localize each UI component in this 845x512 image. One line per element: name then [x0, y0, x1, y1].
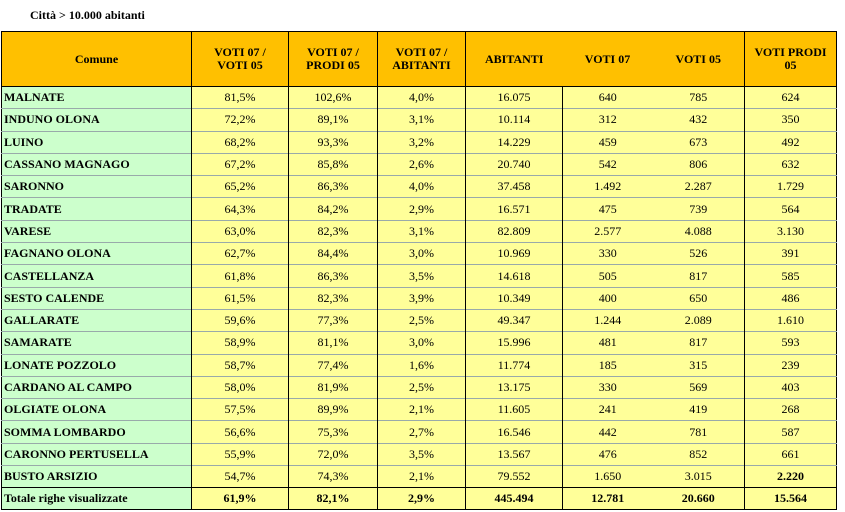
results-table [1, 31, 837, 510]
cell-comune: SARONNO [2, 176, 192, 198]
cell-voti05: 432 [653, 109, 745, 131]
header-voti05: VOTI 05 [653, 32, 745, 87]
table-row [2, 332, 837, 354]
cell-voti07: 542 [563, 153, 653, 175]
cell-voti07-abitanti: 4,0% [378, 176, 466, 198]
cell-comune: SOMMA LOMBARDO [2, 421, 192, 443]
cell-voti07-voti05: 68,2% [192, 131, 289, 153]
cell-comune: CARDANO AL CAMPO [2, 376, 192, 398]
cell-voti07: 505 [563, 265, 653, 287]
cell-comune: VARESE [2, 220, 192, 242]
cell-voti07-abitanti: 3,1% [378, 109, 466, 131]
cell-voti07: 1.650 [563, 466, 653, 488]
table-row [2, 131, 837, 153]
cell-voti07-abitanti: 3,9% [378, 287, 466, 309]
total-voti-prodi05: 15.564 [745, 488, 837, 510]
cell-comune: FAGNANO OLONA [2, 243, 192, 265]
table-row [2, 354, 837, 376]
cell-voti07-prodi05: 86,3% [289, 265, 378, 287]
cell-voti07-prodi05: 86,3% [289, 176, 378, 198]
cell-voti07-voti05: 72,2% [192, 109, 289, 131]
table-row [2, 309, 837, 331]
cell-voti05: 650 [653, 287, 745, 309]
cell-voti07-abitanti: 3,2% [378, 131, 466, 153]
cell-voti07-prodi05: 102,6% [289, 87, 378, 109]
cell-voti-prodi05: 1.729 [745, 176, 837, 198]
cell-voti-prodi05: 661 [745, 443, 837, 465]
cell-comune: LUINO [2, 131, 192, 153]
cell-voti05: 3.015 [653, 466, 745, 488]
cell-voti05: 785 [653, 87, 745, 109]
cell-voti07: 1.492 [563, 176, 653, 198]
header-line: VOTI 05 [217, 58, 263, 72]
cell-comune: CASSANO MAGNAGO [2, 153, 192, 175]
header-line: PRODI 05 [306, 58, 360, 72]
cell-voti-prodi05: 632 [745, 153, 837, 175]
cell-voti07-prodi05: 82,3% [289, 220, 378, 242]
cell-voti05: 806 [653, 153, 745, 175]
cell-voti07-prodi05: 74,3% [289, 466, 378, 488]
cell-voti07-abitanti: 3,5% [378, 443, 466, 465]
header-voti07-voti05 [192, 32, 289, 87]
cell-abitanti: 14.229 [466, 131, 563, 153]
cell-abitanti: 16.571 [466, 198, 563, 220]
cell-voti07-prodi05: 84,4% [289, 243, 378, 265]
table-row [2, 109, 837, 131]
total-voti07-abitanti: 2,9% [378, 488, 466, 510]
cell-voti05: 852 [653, 443, 745, 465]
cell-voti07: 312 [563, 109, 653, 131]
cell-voti-prodi05: 1.610 [745, 309, 837, 331]
header-line: VOTI 07 / [395, 45, 448, 59]
cell-voti07-abitanti: 2,9% [378, 198, 466, 220]
total-voti05: 20.660 [653, 488, 745, 510]
cell-voti07-prodi05: 82,3% [289, 287, 378, 309]
cell-abitanti: 11.605 [466, 399, 563, 421]
cell-comune: CASTELLANZA [2, 265, 192, 287]
cell-voti05: 739 [653, 198, 745, 220]
cell-voti07-voti05: 64,3% [192, 198, 289, 220]
table-row [2, 243, 837, 265]
cell-abitanti: 10.114 [466, 109, 563, 131]
cell-voti07-abitanti: 2,5% [378, 376, 466, 398]
cell-voti07: 1.244 [563, 309, 653, 331]
cell-voti07-voti05: 61,8% [192, 265, 289, 287]
header-voti07-abitanti [378, 32, 466, 87]
header-row [2, 32, 837, 87]
table-row [2, 466, 837, 488]
cell-voti07: 475 [563, 198, 653, 220]
cell-voti07-voti05: 63,0% [192, 220, 289, 242]
cell-voti07-voti05: 67,2% [192, 153, 289, 175]
cell-voti-prodi05: 2.220 [745, 466, 837, 488]
cell-comune: BUSTO ARSIZIO [2, 466, 192, 488]
cell-voti07-prodi05: 72,0% [289, 443, 378, 465]
cell-voti07-voti05: 58,9% [192, 332, 289, 354]
cell-comune: LONATE POZZOLO [2, 354, 192, 376]
header-line: VOTI 07 / [307, 45, 359, 59]
cell-voti07: 330 [563, 376, 653, 398]
cell-voti-prodi05: 268 [745, 399, 837, 421]
cell-voti07-voti05: 61,5% [192, 287, 289, 309]
cell-voti05: 315 [653, 354, 745, 376]
cell-voti07-prodi05: 81,9% [289, 376, 378, 398]
cell-comune: OLGIATE OLONA [2, 399, 192, 421]
cell-abitanti: 20.740 [466, 153, 563, 175]
cell-abitanti: 16.546 [466, 421, 563, 443]
cell-comune: CARONNO PERTUSELLA [2, 443, 192, 465]
cell-voti07: 442 [563, 421, 653, 443]
header-voti-prodi05 [745, 32, 837, 87]
table-row [2, 176, 837, 198]
cell-voti-prodi05: 350 [745, 109, 837, 131]
cell-voti07: 476 [563, 443, 653, 465]
cell-voti05: 4.088 [653, 220, 745, 242]
cell-voti07: 2.577 [563, 220, 653, 242]
table-row [2, 287, 837, 309]
cell-voti05: 569 [653, 376, 745, 398]
cell-voti07-voti05: 58,0% [192, 376, 289, 398]
cell-comune: INDUNO OLONA [2, 109, 192, 131]
cell-voti07-prodi05: 85,8% [289, 153, 378, 175]
cell-abitanti: 11.774 [466, 354, 563, 376]
table-row [2, 198, 837, 220]
cell-voti-prodi05: 587 [745, 421, 837, 443]
cell-voti05: 2.089 [653, 309, 745, 331]
cell-abitanti: 10.349 [466, 287, 563, 309]
cell-voti07-abitanti: 3,1% [378, 220, 466, 242]
cell-voti07-voti05: 59,6% [192, 309, 289, 331]
cell-voti05: 419 [653, 399, 745, 421]
table-row [2, 421, 837, 443]
cell-abitanti: 37.458 [466, 176, 563, 198]
cell-voti07-voti05: 54,7% [192, 466, 289, 488]
cell-abitanti: 10.969 [466, 243, 563, 265]
cell-voti07-voti05: 56,6% [192, 421, 289, 443]
header-line: VOTI 07 / [214, 45, 266, 59]
cell-voti-prodi05: 486 [745, 287, 837, 309]
header-comune: Comune [2, 32, 192, 87]
table-row [2, 443, 837, 465]
cell-voti07-prodi05: 75,3% [289, 421, 378, 443]
cell-voti07-abitanti: 2,7% [378, 421, 466, 443]
cell-comune: SAMARATE [2, 332, 192, 354]
table-caption: Città > 10.000 abitanti [30, 8, 145, 22]
cell-voti07-voti05: 62,7% [192, 243, 289, 265]
cell-abitanti: 13.175 [466, 376, 563, 398]
cell-abitanti: 49.347 [466, 309, 563, 331]
cell-voti07-abitanti: 2,1% [378, 466, 466, 488]
cell-abitanti: 82.809 [466, 220, 563, 242]
cell-voti07-abitanti: 2,6% [378, 153, 466, 175]
cell-voti07-voti05: 65,2% [192, 176, 289, 198]
cell-comune: GALLARATE [2, 309, 192, 331]
cell-voti07: 400 [563, 287, 653, 309]
cell-voti-prodi05: 585 [745, 265, 837, 287]
cell-voti05: 2.287 [653, 176, 745, 198]
cell-voti05: 817 [653, 332, 745, 354]
cell-voti07-prodi05: 77,4% [289, 354, 378, 376]
cell-voti07-voti05: 58,7% [192, 354, 289, 376]
cell-voti05: 817 [653, 265, 745, 287]
total-label: Totale righe visualizzate [2, 488, 192, 510]
cell-voti07-prodi05: 77,3% [289, 309, 378, 331]
cell-voti05: 526 [653, 243, 745, 265]
cell-voti07: 459 [563, 131, 653, 153]
cell-voti-prodi05: 624 [745, 87, 837, 109]
cell-comune: SESTO CALENDE [2, 287, 192, 309]
total-abitanti: 445.494 [466, 488, 563, 510]
cell-voti07-abitanti: 3,5% [378, 265, 466, 287]
cell-abitanti: 79.552 [466, 466, 563, 488]
header-line: VOTI PRODI [754, 45, 827, 59]
cell-voti07-prodi05: 84,2% [289, 198, 378, 220]
cell-voti05: 781 [653, 421, 745, 443]
cell-voti07-prodi05: 89,1% [289, 109, 378, 131]
cell-voti07-voti05: 55,9% [192, 443, 289, 465]
cell-voti-prodi05: 403 [745, 376, 837, 398]
cell-voti07-prodi05: 81,1% [289, 332, 378, 354]
total-voti07-voti05: 61,9% [192, 488, 289, 510]
header-abitanti: ABITANTI [466, 32, 563, 87]
cell-voti07: 241 [563, 399, 653, 421]
cell-voti-prodi05: 391 [745, 243, 837, 265]
cell-voti07-abitanti: 3,0% [378, 243, 466, 265]
cell-voti07-abitanti: 3,0% [378, 332, 466, 354]
cell-voti-prodi05: 593 [745, 332, 837, 354]
cell-voti-prodi05: 3.130 [745, 220, 837, 242]
table-row [2, 87, 837, 109]
header-voti07: VOTI 07 [563, 32, 653, 87]
cell-abitanti: 16.075 [466, 87, 563, 109]
cell-comune: MALNATE [2, 87, 192, 109]
cell-voti07: 330 [563, 243, 653, 265]
table-row [2, 153, 837, 175]
cell-comune: TRADATE [2, 198, 192, 220]
cell-voti07-abitanti: 1,6% [378, 354, 466, 376]
cell-voti-prodi05: 564 [745, 198, 837, 220]
cell-voti-prodi05: 239 [745, 354, 837, 376]
cell-voti07-voti05: 57,5% [192, 399, 289, 421]
cell-voti07-prodi05: 93,3% [289, 131, 378, 153]
cell-voti07-abitanti: 2,1% [378, 399, 466, 421]
cell-abitanti: 13.567 [466, 443, 563, 465]
cell-abitanti: 14.618 [466, 265, 563, 287]
cell-voti-prodi05: 492 [745, 131, 837, 153]
total-row [2, 488, 837, 510]
cell-voti07-abitanti: 2,5% [378, 309, 466, 331]
cell-abitanti: 15.996 [466, 332, 563, 354]
cell-voti07: 640 [563, 87, 653, 109]
header-line: 05 [784, 58, 797, 72]
header-voti07-prodi05 [289, 32, 378, 87]
table-row [2, 220, 837, 242]
cell-voti07-voti05: 81,5% [192, 87, 289, 109]
table-row [2, 376, 837, 398]
cell-voti07-prodi05: 89,9% [289, 399, 378, 421]
cell-voti05: 673 [653, 131, 745, 153]
table-row [2, 265, 837, 287]
total-voti07-prodi05: 82,1% [289, 488, 378, 510]
cell-voti07-abitanti: 4,0% [378, 87, 466, 109]
header-line: ABITANTI [392, 58, 451, 72]
cell-voti07: 185 [563, 354, 653, 376]
table-row [2, 399, 837, 421]
total-voti07: 12.781 [563, 488, 653, 510]
cell-voti07: 481 [563, 332, 653, 354]
